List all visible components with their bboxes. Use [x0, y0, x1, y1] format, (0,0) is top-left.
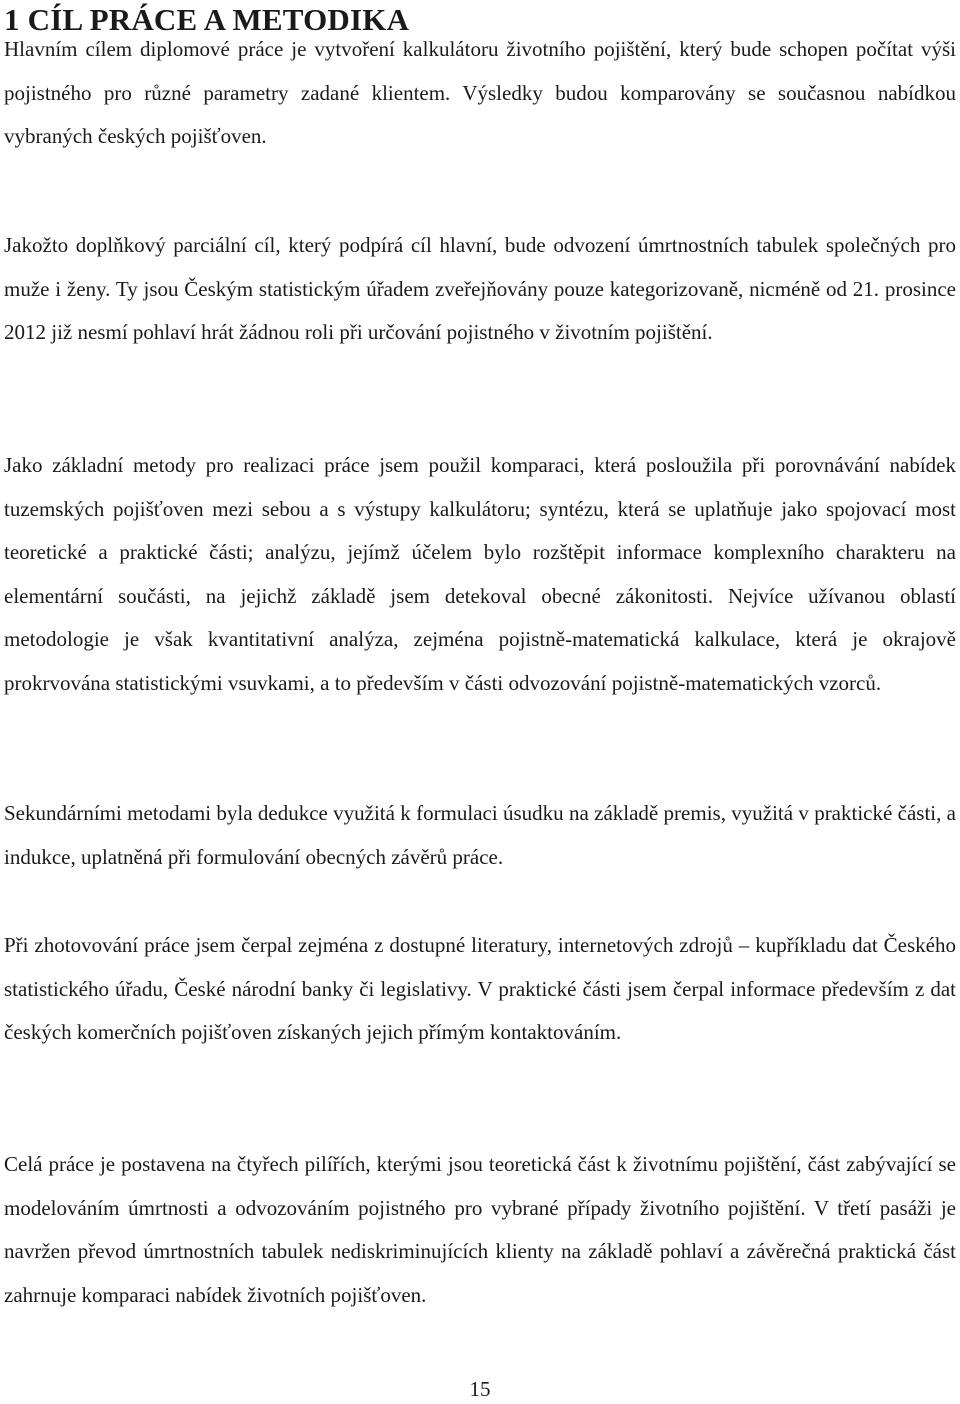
- chapter-heading: 1 CÍL PRÁCE A METODIKA: [4, 2, 410, 37]
- paragraph-basic-methods: Jako základní metody pro realizaci práce jsem použil komparaci, která posloužila při porovnávání nabídek tuzemských pojišťoven mezi sebou a s výstupy kalkulátoru; syntézu, která se uplatňuje jako spojovací most teoretické a praktické části; analýzu, jejímž účelem bylo rozštěpit informace komplexního charakteru na elementární součásti, na jejichž základě jsem detekoval obecné zákonitosti. Nejvíce užívanou oblastí metodologie je však kvantitativní analýza, zejména pojistně-matematická kalkulace, která je okrajově prokrvována statistickými vsuvkami, a to především v části odvozování pojistně-matematických vzorců.: [4, 453, 956, 695]
- paragraph-sources: Při zhotovování práce jsem čerpal zejména z dostupné literatury, internetových zdrojů – kupříkladu dat Českého statistického úřadu, České národní banky či legislativy. V praktické části jsem čerpal informace především z dat českých komerčních pojišťoven získaných jejich přímým kontaktováním.: [4, 933, 956, 1045]
- paragraph-structure: Celá práce je postavena na čtyřech pilířích, kterými jsou teoretická část k životnímu pojištění, část zabývající se modelováním úmrtnosti a odvozováním pojistného pro vybrané případy životního pojištění. V třetí pasáži je navržen převod úmrtnostních tabulek nediskriminujících klienty na základě pohlaví a závěrečná praktická část zahrnuje komparaci nabídek životních pojišťoven.: [4, 1152, 956, 1307]
- page-number: 15: [469, 1377, 491, 1401]
- paragraph-secondary-methods: Sekundárními metodami byla dedukce využitá k formulaci úsudku na základě premis, využitá v praktické části, a indukce, uplatněná při formulování obecných závěrů práce.: [4, 801, 956, 869]
- paragraph-secondary-goal: Jakožto doplňkový parciální cíl, který podpírá cíl hlavní, bude odvození úmrtnostních tabulek společných pro muže i ženy. Ty jsou Českým statistickým úřadem zveřejňovány pouze kategorizovaně, nicméně od 21. prosince 2012 již nesmí pohlaví hrát žádnou roli při určování pojistného v životním pojištění.: [4, 233, 956, 345]
- paragraph-main-goal: Hlavním cílem diplomové práce je vytvoření kalkulátoru životního pojištění, který bude schopen počítat výši pojistného pro různé parametry zadané klientem. Výsledky budou komparovány se současnou nabídkou vybraných českých pojišťoven.: [4, 37, 956, 149]
